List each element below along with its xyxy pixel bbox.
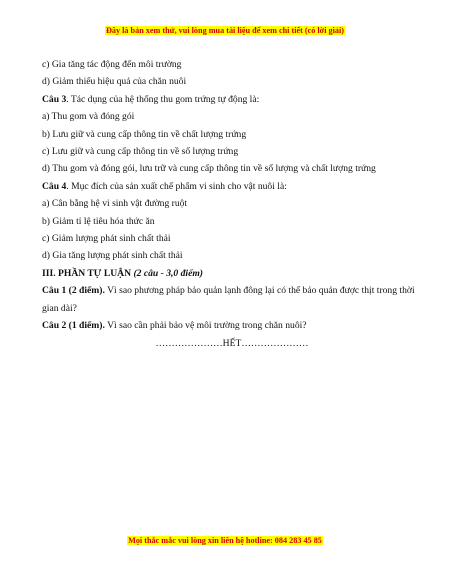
document-body — [42, 56, 422, 352]
q2-option-d: d) Giảm thiểu hiệu quả của chăn nuôi — [42, 76, 187, 88]
essay-1-label: Câu 1 (2 điểm). — [42, 285, 105, 297]
essay-question-2 — [42, 317, 422, 334]
essay-2-text: Vì sao cần phải bảo vệ môi trường trong chăn nuôi? — [104, 320, 307, 332]
essay-question-1 — [42, 282, 422, 317]
q4-option-d: d) Gia tăng lượng phát sinh chất thải — [42, 250, 183, 262]
q4-option-b: b) Giảm tỉ lệ tiêu hóa thức ăn — [42, 215, 155, 227]
question-3-label: Câu 3 — [42, 93, 67, 105]
footer-notice-text: Mọi thắc mắc vui lòng xin liên hệ hotline: 084 283 45 85 — [128, 536, 322, 545]
footer-notice — [0, 536, 450, 545]
question-4-text: . Mục đích của sản xuất chế phẩm vi sinh cho vật nuôi là: — [66, 180, 287, 192]
section-title: III. PHẦN TỰ LUẬN — [42, 267, 132, 279]
section-heading — [42, 265, 422, 282]
end-marker: …………………HẾT………………… — [155, 337, 309, 349]
q3-option-d: d) Thu gom và đóng gói, lưu trữ và cung cấp thông tin về số lượng và chất lượng trứng — [42, 163, 376, 175]
section-subtitle: (2 câu - 3,0 điểm) — [133, 267, 203, 279]
question-3-text: . Tác dụng của hệ thống thu gom trứng tự động là: — [66, 93, 260, 105]
q3-option-b: b) Lưu giữ và cung cấp thông tin về chất lượng trứng — [42, 128, 247, 140]
question-3 — [42, 91, 422, 108]
question-4 — [42, 178, 422, 195]
q3-option-a: a) Thu gom và đóng gói — [42, 111, 135, 123]
q3-option-c: c) Lưu giữ và cung cấp thông tin về số lượng trứng — [42, 146, 239, 158]
q4-option-c: c) Giảm lượng phát sinh chất thải — [42, 233, 171, 245]
header-notice — [0, 26, 450, 35]
q2-option-c: c) Gia tăng tác động đến môi trường — [42, 59, 182, 70]
essay-2-label: Câu 2 (1 điểm). — [42, 320, 105, 332]
q4-option-a: a) Cân bằng hệ vi sinh vật đường ruột — [42, 198, 188, 210]
question-4-label: Câu 4 — [42, 180, 67, 192]
header-notice-text: Đây là bản xem thử, vui lòng mua tài liệu để xem chi tiết (có lời giải) — [105, 26, 344, 35]
essay-1-text: Vì sao phương pháp bảo quản lạnh đông lại có thể bảo quản được thịt trong thời gian dài? — [42, 285, 415, 314]
